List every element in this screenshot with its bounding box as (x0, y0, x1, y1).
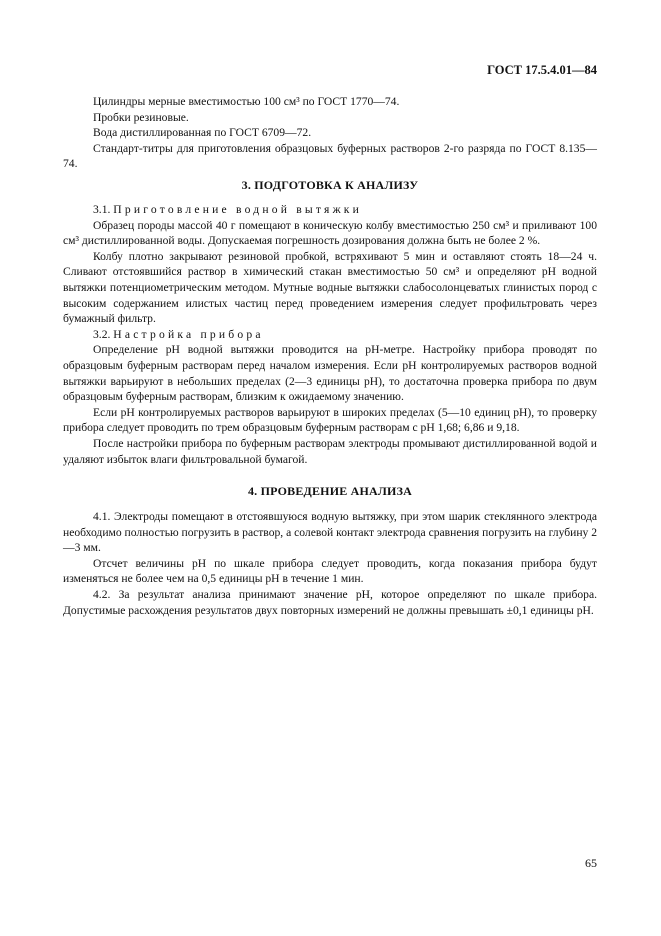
paragraph: 4.2. За результат анализа принимают значение pH, которое определяют по шкале прибора. Допустимые расхождения результатов двух повторных измерений не должны превышать ±0,1 единицы pH. (63, 587, 597, 617)
subsection-number: 3.2. (93, 327, 111, 341)
paragraph: Отсчет величины pH по шкале прибора следует проводить, когда показания прибора будут изменяться не более чем на 0,5 единицы pH в течение 1 мин. (63, 556, 597, 586)
section-3-body (63, 202, 597, 467)
section-4-title: 4. ПРОВЕДЕНИЕ АНАЛИЗА (247, 484, 412, 498)
section-3-title: 3. ПОДГОТОВКА К АНАЛИЗУ (241, 178, 419, 192)
list-item: Вода дистиллированная по ГОСТ 6709—72. (93, 126, 312, 140)
list-item: Стандарт-титры для приготовления образцовых буферных растворов 2-го разряда по ГОСТ 8.135—74. (63, 141, 597, 171)
paragraph: Колбу плотно закрывают резиновой пробкой, встряхивают 5 мин и оставляют стоять 18—24 ч. Сливают отстоявшийся раствор в химический стакан вместимостью 50 см³ и определяют pH водной вытяжки потенциометрическим методом. Мутные водные вытяжки слабосолонцеватых глинистых пород с высоким содержанием илистых частиц перед проведением измерения следует профильтровать через бумажный фильтр. (63, 249, 597, 326)
paragraph: 4.1. Электроды помещают в отстоявшуюся водную вытяжку, при этом шарик стеклянного электрода необходимо полностью погрузить в раствор, а солевой контакт электрода сравнения погрузить на глубину 2—3 мм. (63, 510, 598, 555)
list-item: Цилиндры мерные вместимостью 100 см³ по ГОСТ 1770—74. (93, 95, 400, 108)
subsection-3-1-heading (63, 202, 597, 218)
subsection-title: Приготовление водной вытяжки (113, 203, 363, 216)
paragraph: Если pH контролируемых растворов варьируют в широких пределах (5—10 единиц pH), то проверку прибора следует проводить по трем образцовым буферным растворам с pH 1,68; 6,86 и 9,18. (63, 405, 597, 435)
subsection-number: 3.1. (93, 203, 111, 216)
section-4-body (63, 509, 597, 618)
paragraph: Образец породы массой 40 г помещают в коническую колбу вместимостью 250 см³ и приливают 100 см³ дистиллированной воды. Допускаемая погрешность дозирования должна быть не более 2 %. (63, 218, 597, 248)
paragraph: Определение pH водной вытяжки проводится на pH-метре. Настройку прибора проводят по образцовым буферным растворам перед началом измерения. Если pH контролируемых растворов водной вытяжки варьируют в небольших пределах (2—3 единицы pH), то достаточна проверка прибора по двум образцовым буферным растворам, близким к ожидаемому значению. (63, 343, 597, 404)
list-item: Пробки резиновые. (93, 110, 189, 124)
paragraph: После настройки прибора по буферным растворам электроды промывают дистиллированной водой и удаляют избыток влаги фильтровальной бумагой. (63, 436, 597, 466)
page-number: 65 (585, 856, 597, 870)
equipment-list (63, 94, 597, 172)
subsection-title: Настройка прибора (113, 327, 264, 341)
subsection-3-2-heading (63, 327, 597, 343)
standard-header: ГОСТ 17.5.4.01—84 (487, 63, 597, 77)
